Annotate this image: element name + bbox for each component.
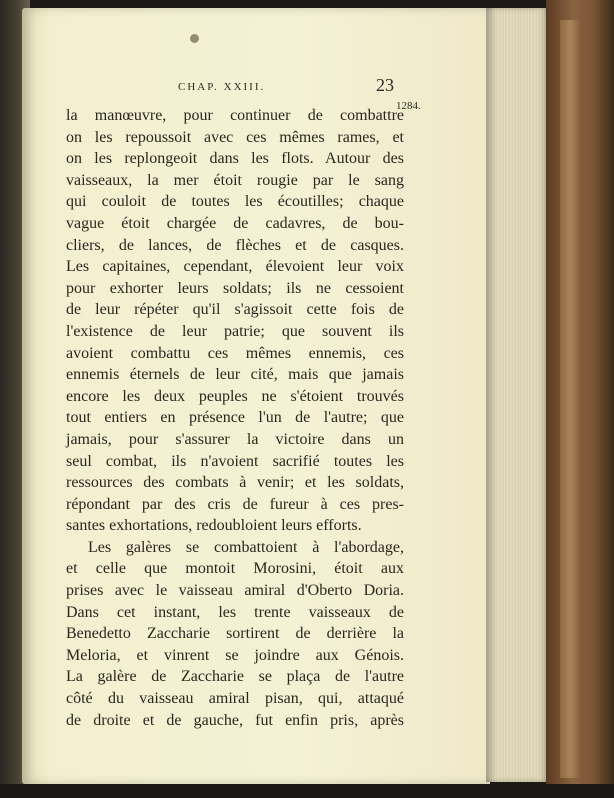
book-cover [546, 0, 614, 798]
text-line: de leur répéter qu'il s'agissoit cette fois de [66, 301, 404, 319]
text-line: Meloria, et vinrent se joindre aux Génois. [66, 646, 404, 664]
text-line: pour exhorter leurs soldats; ils ne cessoient [66, 279, 404, 297]
text-line: encore les deux peuples ne s'étoient trouvés [66, 387, 404, 405]
page-stack-shadow [486, 8, 496, 782]
text-line: Les galères se combattoient à l'abordage, [88, 538, 404, 556]
text-line: tout entiers en présence l'un de l'autre; que [66, 409, 404, 427]
text-line: la manœuvre, pour continuer de combattre [66, 107, 404, 124]
text-line: Dans cet instant, les trente vaisseaux de [66, 603, 404, 621]
ink-spot [190, 34, 199, 43]
running-header: CHAP. XXIII. [178, 81, 266, 93]
text-line: prises avec le vaisseau amiral d'Oberto Doria. [66, 582, 404, 600]
text-line: Benedetto Zaccharie sortirent de derrière la [66, 625, 404, 643]
body-text [66, 105, 404, 731]
text-line: qui couloit de toutes les écoutilles; chaque [66, 193, 404, 211]
text-line: vague étoit chargée de cadavres, de bou- [66, 214, 404, 232]
text-line: santes exhortations, redoubloient leurs efforts. [66, 517, 362, 535]
text-line: ressources des combats à venir; et les soldats, [66, 474, 404, 492]
text-line: La galère de Zaccharie se plaça de l'autre [66, 668, 404, 686]
text-line: l'existence de leur patrie; que souvent ils [66, 322, 404, 340]
cover-marbling [560, 20, 580, 778]
text-line: avoient combattu ces mêmes ennemis, ces [66, 344, 404, 362]
text-line: on les replongeoit dans les flots. Autour des [66, 150, 404, 168]
text-line: seul combat, ils n'avoient sacrifié toutes les [66, 452, 404, 470]
text-line: jamais, pour s'assurer la victoire dans un [66, 430, 404, 448]
text-line: ennemis éternels de leur cité, mais que jamais [66, 366, 404, 384]
page-number: 23 [376, 75, 394, 95]
text-line: de droite et de gauche, fut enfin pris, après [66, 711, 404, 729]
text-line: cliers, de lances, de flèches et de casques. [66, 236, 404, 254]
text-line: répondant par des cris de fureur à ces pres- [66, 495, 404, 513]
text-line: on les repoussoit avec ces mêmes rames, et [66, 128, 404, 146]
background-base [0, 784, 614, 798]
text-line: et celle que montoit Morosini, étoit aux [66, 560, 404, 578]
text-line: vaisseaux, la mer étoit rougie par le sang [66, 171, 404, 189]
text-line: Les capitaines, cependant, élevoient leur voix [66, 258, 404, 276]
margin-year: 1284. [396, 100, 421, 112]
text-line: côté du vaisseau amiral pisan, qui, attaqué [66, 690, 404, 708]
